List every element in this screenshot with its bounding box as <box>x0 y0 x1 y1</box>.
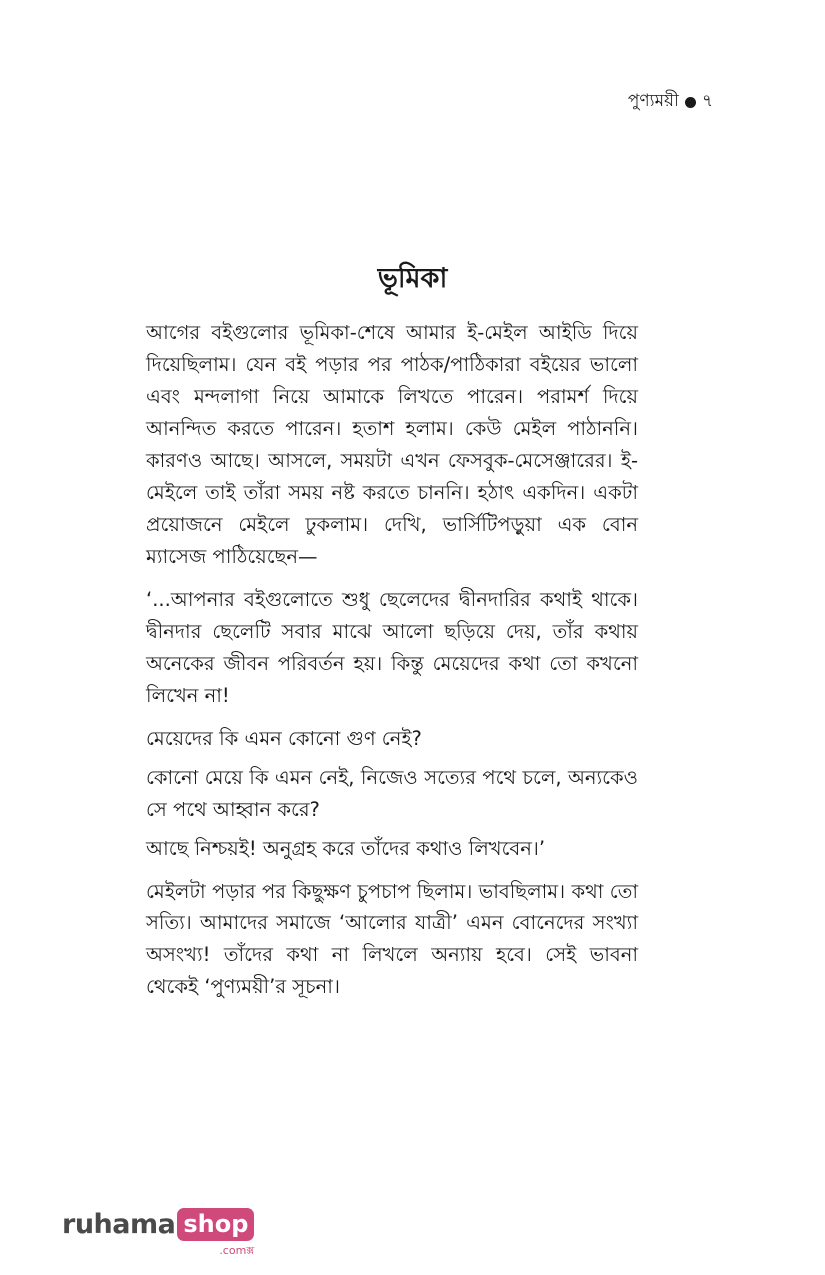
watermark-shop-badge <box>177 1208 254 1261</box>
chapter-title: ভূমিকা <box>377 263 448 294</box>
page-number: ৭ <box>701 91 713 111</box>
book-title: পুণ্যময়ী <box>627 91 679 111</box>
watermark-shop: shop <box>177 1208 254 1241</box>
paragraph-conclusion: মেইলটা পড়ার পর কিছুক্ষণ চুপচাপ ছিলাম। ভাবছিলাম। কথা তো সত্যি। আমাদের সমাজে ‘আলোর যাত্রী’ এমন বোনেদের সংখ্যা অসংখ্য! তাঁদের কথা না লিখলে অন্যায় হবে। সেই ভাবনা থেকেই ‘পুণ্যময়ী’র সূচনা। <box>146 879 638 999</box>
paragraph-question-one: মেয়েদের কি এমন কোনো গুণ নেই? <box>146 726 422 750</box>
bullet-dot-icon <box>685 97 696 108</box>
watermark-brand: ruhama <box>62 1209 176 1240</box>
ruhamashop-watermark-logo <box>62 1208 254 1261</box>
paragraph-letter-closing: আছে নিশ্চয়ই! অনুগ্রহ করে তাঁদের কথাও লিখবেন।’ <box>146 836 546 860</box>
body-text <box>146 317 638 1014</box>
running-header <box>628 88 713 116</box>
paragraph-letter-quote: ‘...আপনার বইগুলোতে শুধু ছেলেদের দ্বীনদারির কথাই থাকে। দ্বীনদার ছেলেটি সবার মাঝে আলো ছড়িয়ে দেয়, তাঁর কথায় অনেকের জীবন পরিবর্তন হয়। কিন্তু মেয়েদের কথা তো কখনো লিখেন না! <box>146 587 638 707</box>
watermark-domain: .comক্স <box>219 1244 255 1257</box>
paragraph-question-two: কোনো মেয়ে কি এমন নেই, নিজেও সত্যের পথে চলে, অন্যকেও সে পথে আহ্বান করে? <box>146 765 638 821</box>
paragraph-intro: আগের বইগুলোর ভূমিকা-শেষে আমার ই-মেইল আইডি দিয়ে দিয়েছিলাম। যেন বই পড়ার পর পাঠক/পাঠিকারা বইয়ের ভালো এবং মন্দলাগা নিয়ে আমাকে লিখতে পারেন। পরামর্শ দিয়ে আনন্দিত করতে পারেন। হতাশ হলাম। কেউ মেইল পাঠাননি। কারণও আছে। আসলে, সময়টা এখন ফেসবুক-মেসেঞ্জারের। ই-মেইলে তাই তাঁরা সময় নষ্ট করতে চাননি। হঠাৎ একদিন। একটা প্রয়োজনে মেইলে ঢুকলাম। দেখি, ভার্সিটিপড়ুয়া এক বোন ম্যাসেজ পাঠিয়েছেন— <box>146 321 638 568</box>
